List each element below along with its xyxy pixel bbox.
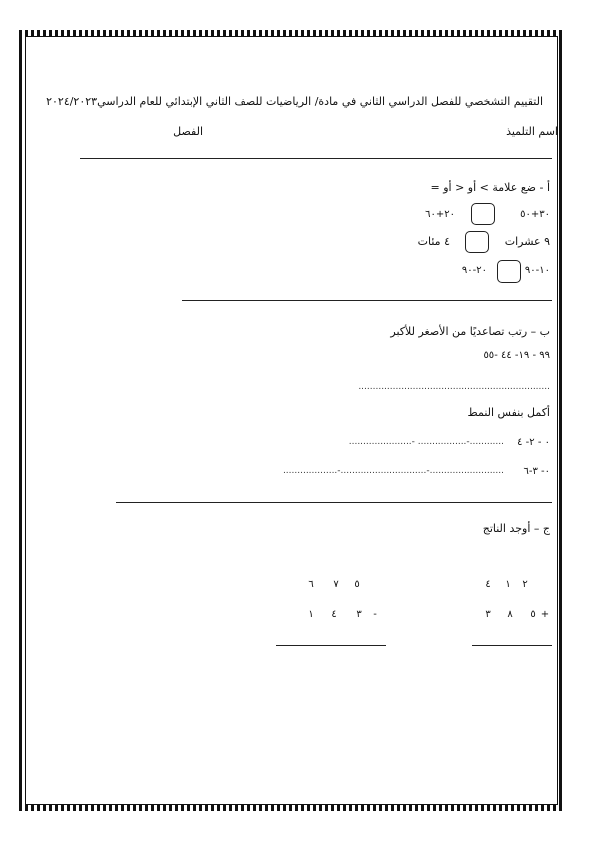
pattern-2-start: ٠- ٣-٦ <box>523 466 550 477</box>
compare-box-3[interactable] <box>497 260 521 283</box>
pattern-1-blanks[interactable]: ............-................. -...................... <box>348 437 504 447</box>
add-top-digit: ١ <box>505 579 511 590</box>
order-numbers: ٩٩ - ١٩- ٤٤ -٥٥ <box>483 350 550 361</box>
compare-row-2-right: ٩ عشرات <box>504 235 550 248</box>
section-c-instruction: ج – أوجد الناتج <box>482 522 550 535</box>
sub-bottom-digit: ٣ <box>356 609 362 620</box>
student-name-label: اسم التلميذ <box>506 125 558 138</box>
compare-box-2[interactable] <box>465 231 489 253</box>
class-label: الفصل <box>173 125 203 138</box>
compare-row-3-right: ١٠-٩٠ <box>524 265 550 276</box>
add-top-digit: ٢ <box>522 579 528 590</box>
section-a-divider <box>182 300 552 301</box>
sub-top-digit: ٥ <box>354 579 360 590</box>
add-top-digit: ٤ <box>485 579 491 590</box>
add-bottom-digit: ٨ <box>507 609 513 620</box>
sub-operator: - <box>373 609 377 620</box>
compare-box-1[interactable] <box>471 203 495 225</box>
order-answer-line[interactable]: ................................................................... <box>358 382 550 392</box>
add-operator: + <box>540 609 550 620</box>
add-bottom-digit: ٣ <box>485 609 491 620</box>
add-result-line <box>472 645 552 646</box>
pattern-1-start: ٠ - ٢- ٤ <box>517 437 550 448</box>
sub-top-digit: ٧ <box>333 579 339 590</box>
compare-row-2-left: ٤ مئات <box>417 235 450 248</box>
section-b-instruction: ب – رتب تصاعديًا من الأصغر للأكبر <box>390 325 550 338</box>
name-underline <box>80 158 552 159</box>
exam-title: التقييم التشخصي للفصل الدراسي الثاني في مادة/ الرياضيات للصف الثاني الإبتدائي للعام الدراسي٢٠٢٤/٢٠٢٣ <box>46 95 543 108</box>
compare-row-1-left: ٢٠+٦٠ <box>425 209 455 220</box>
compare-row-3-left: ٢٠-٩٠ <box>461 265 487 276</box>
compare-row-1-right: ٣٠+٥٠ <box>520 209 550 220</box>
pattern-title: أكمل بنفس النمط <box>467 406 550 419</box>
add-bottom-digit: ٥ <box>530 609 536 620</box>
sub-bottom-digit: ٤ <box>331 609 337 620</box>
sub-result-line <box>276 645 386 646</box>
page-inner-border <box>25 36 558 805</box>
sub-top-digit: ٦ <box>308 579 314 590</box>
section-b-divider <box>116 502 552 503</box>
pattern-2-blanks[interactable]: ..........................-..............................-................... <box>282 466 504 476</box>
section-a-instruction: أ - ضع علامة > أو < أو = <box>430 181 550 194</box>
sub-bottom-digit: ١ <box>308 609 314 620</box>
